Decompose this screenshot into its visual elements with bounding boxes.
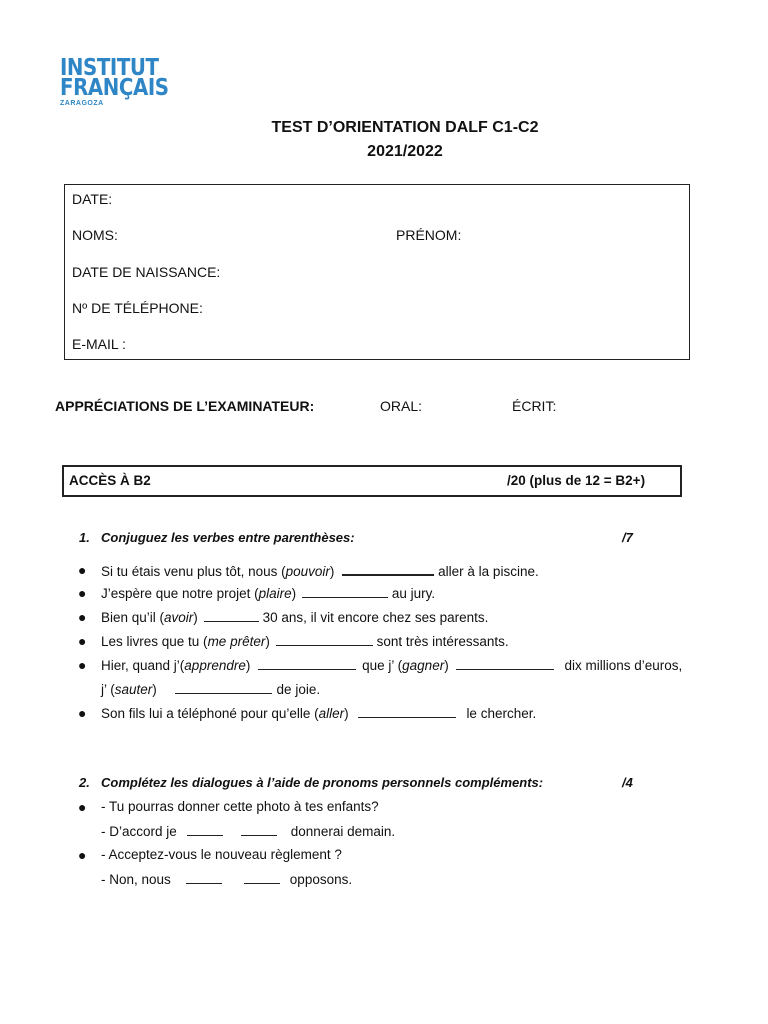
q1-item-7-verb: aller: [318, 706, 345, 721]
q1-item-7-text-c: le chercher.: [466, 706, 537, 721]
appreciations-label: APPRÉCIATIONS DE L’EXAMINATEUR:: [55, 398, 315, 414]
q1-item-5-verb-2: gagner: [402, 658, 445, 673]
q1-item-4: [101, 633, 509, 649]
q1-item-5-text-a: Hier, quand j’(: [101, 658, 185, 673]
q2-dialogue-1-blank-1[interactable]: [187, 823, 223, 836]
q1-item-3-blank[interactable]: [204, 609, 259, 622]
q2-dialogue-2-answer-a: - Non, nous: [101, 872, 171, 887]
q2-instruction: Complétez les dialogues à l’aide de pronoms personnels compléments:: [101, 775, 544, 790]
q1-item-6-verb: sauter: [114, 682, 153, 697]
q2-dialogue-2-blank-1[interactable]: [186, 871, 222, 884]
q1-item-6-text-a: j’ (: [101, 682, 115, 697]
q1-instruction: Conjuguez les verbes entre parenthèses:: [101, 530, 355, 545]
q1-item-3: [101, 609, 488, 625]
q1-item-1-text-a: Si tu étais venu plus tôt, nous (: [101, 564, 286, 579]
q2-score: /4: [622, 775, 633, 790]
page-subtitle-year: 2021/2022: [367, 143, 443, 160]
q1-item-1: [101, 562, 539, 579]
bullet-icon: ●: [78, 657, 87, 673]
q2-dialogue-1-answer-b: donnerai demain.: [290, 824, 396, 839]
q1-item-7: [101, 705, 536, 721]
q1-item-2-text-a: J’espère que notre projet (: [101, 586, 259, 601]
q1-item-1-blank[interactable]: [342, 562, 434, 576]
bullet-icon: ●: [78, 705, 87, 721]
acces-b2-label: ACCÈS À B2: [69, 473, 151, 488]
q2-dialogue-2-question: - Acceptez-vous le nouveau règlement ?: [101, 847, 342, 862]
q1-item-7-text-b: ): [344, 706, 349, 721]
q1-item-5-verb-1: apprendre: [184, 658, 246, 673]
date-field-label: DATE:: [72, 191, 113, 207]
q2-dialogue-2-answer-b: opposons.: [289, 872, 353, 887]
q1-item-5-blank-1[interactable]: [258, 657, 356, 670]
q2-dialogue-2-blank-2[interactable]: [244, 871, 280, 884]
q1-item-6-text-b: ): [152, 682, 157, 697]
q1-item-2: [101, 585, 435, 601]
q1-item-4-text-a: Les livres que tu (: [101, 634, 208, 649]
q1-item-7-text-a: Son fils lui a téléphoné pour qu’elle (: [101, 706, 319, 721]
birthdate-field-label: DATE DE NAISSANCE:: [72, 264, 221, 280]
q1-item-5-text-c: que j’ (: [362, 658, 403, 673]
q1-item-1-verb: pouvoir: [285, 564, 330, 579]
telephone-field-label: Nº DE TÉLÉPHONE:: [72, 300, 203, 316]
logo-line-3: ZARAGOZA: [60, 100, 104, 107]
q2-dialogue-2-answer: [101, 871, 352, 887]
q1-item-6: [101, 681, 320, 697]
q2-dialogue-1-question: - Tu pourras donner cette photo à tes enfants?: [101, 799, 379, 814]
q2-number: 2.: [79, 775, 90, 790]
q2-dialogue-1-answer: [101, 823, 395, 839]
bullet-icon: ●: [78, 609, 87, 625]
q1-item-7-blank[interactable]: [358, 705, 456, 718]
acces-b2-score: /20 (plus de 12 = B2+): [507, 473, 646, 488]
q1-item-5-text-b: ): [245, 658, 251, 673]
institut-francais-logo: [60, 55, 190, 107]
logo-line-1: INSTITUT: [60, 55, 159, 81]
noms-field-label: NOMS:: [72, 227, 118, 243]
q1-item-5-blank-2[interactable]: [456, 657, 554, 670]
q1-item-4-text-c: sont très intéressants.: [376, 634, 509, 649]
bullet-icon: ●: [78, 633, 87, 649]
q2-dialogue-1-answer-a: - D’accord je: [101, 824, 177, 839]
q1-item-5-text-e: dix millions d’euros,: [564, 658, 683, 673]
oral-label: ORAL:: [380, 398, 423, 414]
q1-item-2-text-c: au jury.: [391, 586, 436, 601]
q1-item-1-text-b: ): [329, 564, 335, 579]
q1-item-6-text-c: de joie.: [276, 682, 321, 697]
page-title: TEST D’ORIENTATION DALF C1-C2: [271, 119, 539, 136]
q1-item-3-text-a: Bien qu’il (: [101, 610, 165, 625]
q1-item-5-text-d: ): [444, 658, 449, 673]
q1-item-1-text-c: aller à la piscine.: [438, 564, 539, 579]
q1-item-4-text-b: ): [265, 634, 270, 649]
q1-score: /7: [622, 530, 633, 545]
q2-dialogue-1-blank-2[interactable]: [241, 823, 277, 836]
q1-number: 1.: [79, 530, 90, 545]
bullet-icon: ●: [78, 847, 87, 863]
q1-item-5: [101, 657, 682, 673]
q1-item-2-verb: plaire: [258, 586, 292, 601]
logo-line-2: FRANÇAIS: [60, 75, 169, 101]
bullet-icon: ●: [78, 799, 87, 815]
q1-item-6-blank[interactable]: [175, 681, 272, 694]
q1-item-2-text-b: ): [291, 586, 297, 601]
bullet-icon: ●: [78, 562, 87, 578]
bullet-icon: ●: [78, 585, 87, 601]
q1-item-3-verb: avoir: [164, 610, 194, 625]
ecrit-label: ÉCRIT:: [512, 398, 557, 414]
q1-item-3-text-c: 30 ans, il vit encore chez ses parents.: [262, 610, 489, 625]
prenom-field-label: PRÉNOM:: [396, 227, 462, 243]
q1-item-3-text-b: ): [193, 610, 198, 625]
q1-item-4-verb: me prêter: [207, 634, 266, 649]
email-field-label: E-MAIL :: [72, 336, 126, 352]
q1-item-4-blank[interactable]: [276, 633, 373, 646]
q1-item-2-blank[interactable]: [302, 585, 388, 598]
